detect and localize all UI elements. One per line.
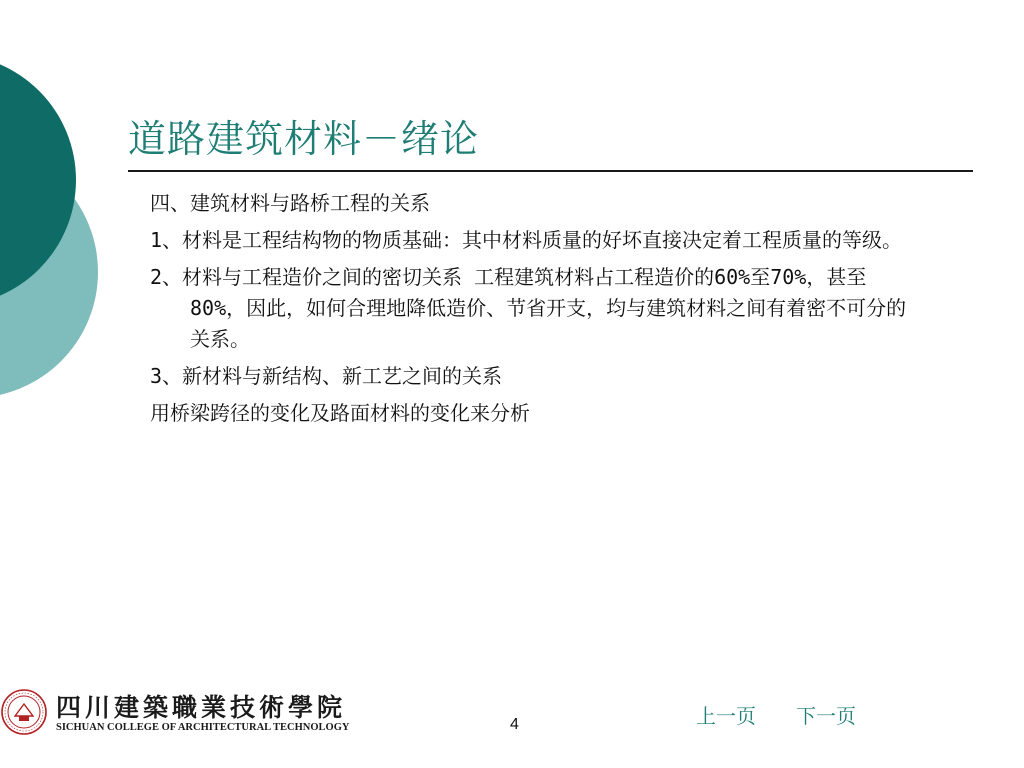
logo-english-name: SICHUAN COLLEGE OF ARCHITECTURAL TECHNOLOGY xyxy=(56,722,350,733)
section-heading: 四、建筑材料与路桥工程的关系 xyxy=(150,191,430,215)
point-1: 1、材料是工程结构物的物质基础：其中材料质量的好坏直接决定着工程质量的等级。 xyxy=(150,228,903,252)
slide-title: 道路建筑材料－绪论 xyxy=(128,117,480,161)
college-seal-icon xyxy=(0,688,48,736)
slide-body xyxy=(150,188,910,435)
analysis-note: 用桥梁跨径的变化及路面材料的变化来分析 xyxy=(150,401,530,425)
college-logo xyxy=(0,686,350,738)
title-underline xyxy=(128,170,973,172)
previous-page-link[interactable]: 上一页 xyxy=(696,704,756,728)
logo-chinese-name: 四川建築職業技術學院 xyxy=(56,693,347,722)
point-2: 2、材料与工程造价之间的密切关系 工程建筑材料占工程造价的60%至70%，甚至80%，因此，如何合理地降低造价、节省开支，均与建筑材料之间有着密不可分的关系。 xyxy=(150,265,907,351)
next-page-link[interactable]: 下一页 xyxy=(796,704,856,728)
point-3: 3、新材料与新结构、新工艺之间的关系 xyxy=(150,364,503,388)
page-number: 4 xyxy=(510,716,519,733)
decorative-circles xyxy=(0,0,110,400)
